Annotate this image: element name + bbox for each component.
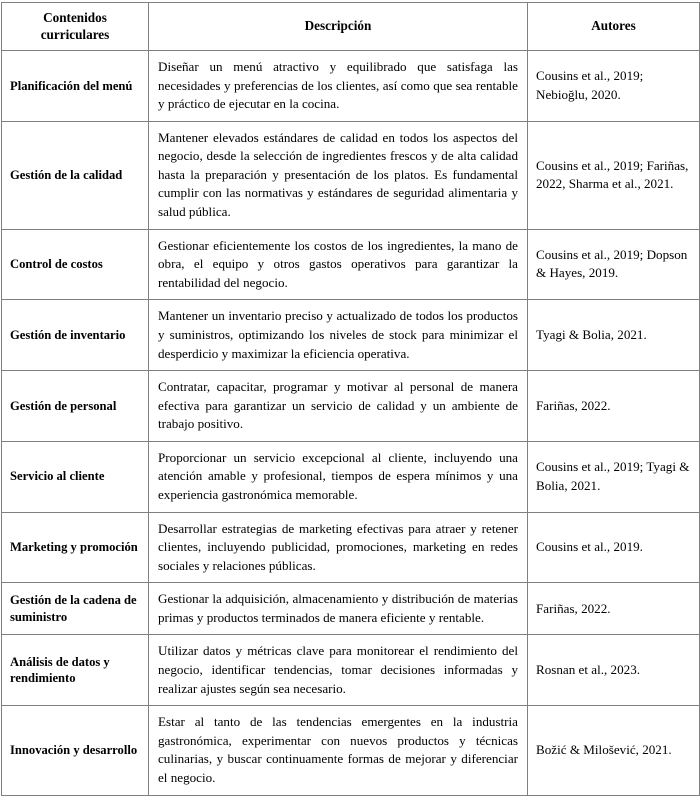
column-header-descripcion: Descripción (149, 3, 528, 51)
column-header-autores: Autores (528, 3, 700, 51)
curriculum-table (1, 2, 700, 796)
cell-autores: Tyagi & Bolia, 2021. (528, 300, 700, 371)
cell-contenido: Planificación del menú (2, 51, 149, 122)
column-header-contenidos-curriculares: Contenidos curriculares (2, 3, 149, 51)
cell-descripcion: Desarrollar estrategias de marketing efectivas para atraer y retener clientes, incluyendo publicidad, promociones, marketing en redes sociales y relaciones públicas. (149, 512, 528, 583)
cell-autores: Cousins et al., 2019; Dopson & Hayes, 2019. (528, 229, 700, 300)
cell-autores: Rosnan et al., 2023. (528, 635, 700, 706)
cell-contenido: Marketing y promoción (2, 512, 149, 583)
cell-descripcion: Estar al tanto de las tendencias emergentes en la industria gastronómica, experimentar con nuevos productos y técnicas culinarias, y buscar continuamente formas de mejorar y diferenciar el negocio. (149, 706, 528, 795)
cell-descripcion: Mantener elevados estándares de calidad en todos los aspectos del negocio, desde la selección de ingredientes frescos y de alta calidad hasta la preparación y presentación de los platos. Es fundamental cumplir con las normativas y estándares de seguridad alimentaria y salud pública. (149, 121, 528, 229)
cell-descripcion: Gestionar eficientemente los costos de los ingredientes, la mano de obra, el equipo y otros gastos operativos para garantizar la rentabilidad del negocio. (149, 229, 528, 300)
cell-contenido: Gestión de la calidad (2, 121, 149, 229)
table-row (2, 441, 700, 512)
cell-contenido: Innovación y desarrollo (2, 706, 149, 795)
cell-autores: Fariñas, 2022. (528, 583, 700, 635)
cell-autores: Cousins et al., 2019; Nebioğlu, 2020. (528, 51, 700, 122)
cell-descripcion: Contratar, capacitar, programar y motivar al personal de manera efectiva para garantizar un servicio de calidad y un ambiente de trabajo positivo. (149, 371, 528, 442)
cell-autores: Cousins et al., 2019; Tyagi & Bolia, 2021. (528, 441, 700, 512)
table-row (2, 229, 700, 300)
cell-descripcion: Proporcionar un servicio excepcional al cliente, incluyendo una atención amable y profesional, tiempos de espera mínimos y una experiencia gastronómica memorable. (149, 441, 528, 512)
table-row (2, 371, 700, 442)
table-header (2, 3, 700, 51)
table-row (2, 300, 700, 371)
cell-autores: Cousins et al., 2019. (528, 512, 700, 583)
table-row (2, 121, 700, 229)
cell-descripcion: Diseñar un menú atractivo y equilibrado que satisfaga las necesidades y preferencias de los clientes, así como que sea rentable y práctico de ejecutar en la cocina. (149, 51, 528, 122)
table-body (2, 51, 700, 796)
cell-contenido: Análisis de datos y rendimiento (2, 635, 149, 706)
table-header-row (2, 3, 700, 51)
cell-contenido: Gestión de inventario (2, 300, 149, 371)
cell-contenido: Gestión de la cadena de suministro (2, 583, 149, 635)
table-row (2, 583, 700, 635)
table-row (2, 512, 700, 583)
cell-contenido: Control de costos (2, 229, 149, 300)
cell-autores: Fariñas, 2022. (528, 371, 700, 442)
cell-descripcion: Mantener un inventario preciso y actualizado de todos los productos y suministros, optimizando los niveles de stock para minimizar el desperdicio y maximizar la eficiencia operativa. (149, 300, 528, 371)
cell-autores: Božić & Milošević, 2021. (528, 706, 700, 795)
cell-autores: Cousins et al., 2019; Fariñas, 2022, Sharma et al., 2021. (528, 121, 700, 229)
cell-descripcion: Gestionar la adquisición, almacenamiento y distribución de materias primas y productos terminados de manera eficiente y rentable. (149, 583, 528, 635)
cell-contenido: Servicio al cliente (2, 441, 149, 512)
table-row (2, 706, 700, 795)
table-row (2, 51, 700, 122)
cell-contenido: Gestión de personal (2, 371, 149, 442)
cell-descripcion: Utilizar datos y métricas clave para monitorear el rendimiento del negocio, identificar tendencias, tomar decisiones informadas y realizar ajustes según sea necesario. (149, 635, 528, 706)
table-row (2, 635, 700, 706)
